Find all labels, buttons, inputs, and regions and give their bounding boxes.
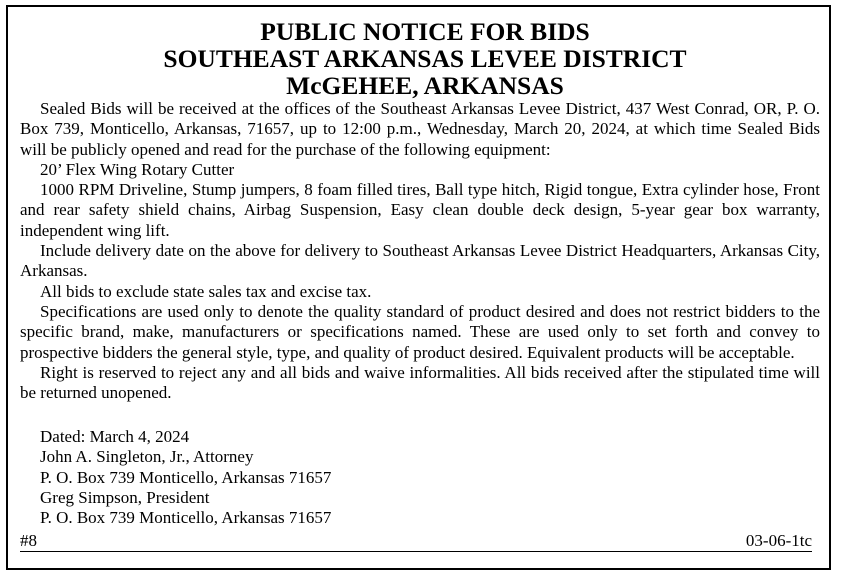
- paragraph-equipment-item: 20’ Flex Wing Rotary Cutter: [40, 159, 235, 179]
- district-name: SOUTHEAST ARKANSAS LEVEE DISTRICT: [163, 44, 687, 73]
- paragraph-delivery: Include delivery date on the above for delivery to Southeast Arkansas Levee District Headquarters, Arkansas City, Arkansas.: [20, 241, 820, 281]
- paragraph-specifications: Specifications are used only to denote the quality standard of product desired and does not restrict bidders to the specific brand, make, manufacturers or specifications named. These are used only to set forth and convey to prospective bidders the general style, type, and quality of product desired. Equivalent products will be acceptable.: [20, 301, 820, 362]
- district-location: McGEHEE, ARKANSAS: [286, 71, 564, 100]
- president-name: Greg Simpson, President: [40, 487, 210, 507]
- signature-block: [20, 427, 820, 528]
- notice-title: PUBLIC NOTICE FOR BIDS: [260, 17, 590, 46]
- attorney-address: P. O. Box 739 Monticello, Arkansas 71657: [40, 467, 332, 487]
- notice-number: #8: [20, 531, 37, 550]
- paragraph-rights-reserved: Right is reserved to reject any and all bids and waive informalities. All bids received after the stipulated time will be returned unopened.: [20, 362, 820, 403]
- paragraph-sealed-bids: Sealed Bids will be received at the offices of the Southeast Arkansas Levee District, 437 West Conrad, OR, P. O. Box 739, Monticello, Arkansas, 71657, up to 12:00 p.m., Wednesday, March 20, 2024, at which time Sealed Bids will be publicly opened and read for the purchase of the following equipment:: [20, 99, 820, 159]
- dated-line: Dated: March 4, 2024: [40, 427, 190, 446]
- president-address: P. O. Box 739 Monticello, Arkansas 71657: [40, 508, 332, 528]
- attorney-name: John A. Singleton, Jr., Attorney: [40, 447, 254, 467]
- footer-rule: [20, 551, 812, 552]
- paragraph-equipment-specs: 1000 RPM Driveline, Stump jumpers, 8 foam filled tires, Ball type hitch, Rigid tongue, Extra cylinder hose, Front and rear safety shield chains, Airbag Suspension, Easy clean double deck design, 5-year gear box warranty, independent wing lift.: [20, 180, 820, 240]
- paragraph-tax: All bids to exclude state sales tax and excise tax.: [40, 281, 372, 301]
- publication-code: 03-06-1tc: [745, 531, 812, 550]
- notice-body: [20, 99, 820, 403]
